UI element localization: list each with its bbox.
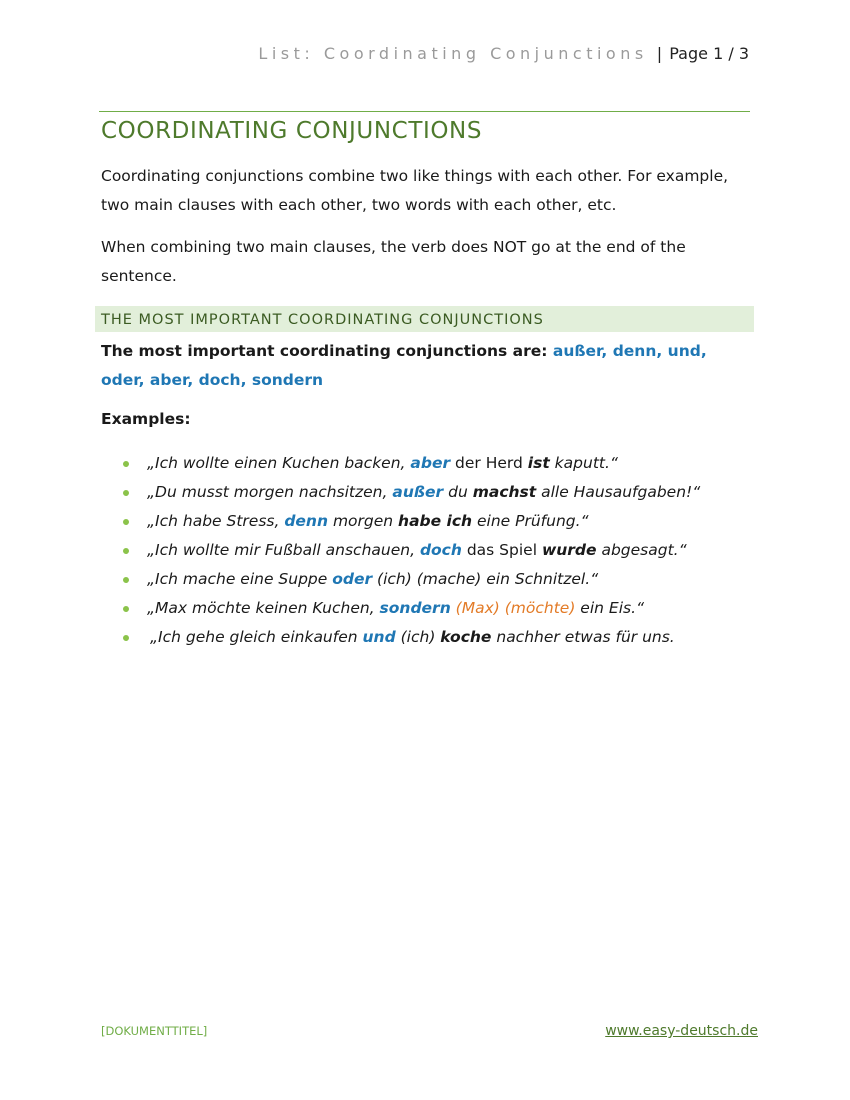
example-item — [101, 623, 741, 652]
example-item — [101, 507, 741, 536]
example-text: nachher etwas für uns. — [491, 628, 675, 646]
section-heading: THE MOST IMPORTANT COORDINATING CONJUNCTIONS — [101, 312, 544, 328]
examples-list — [101, 449, 741, 652]
paragraph-intro: Coordinating conjunctions combine two like things with each other. For example, two main clauses with each other, two words with each other, etc. — [101, 167, 729, 214]
example-text: ein Eis.“ — [575, 599, 645, 617]
example-text: eine Prüfung.“ — [472, 512, 589, 530]
verb-highlight: habe ich — [398, 512, 473, 530]
verb-highlight: koche — [440, 628, 492, 646]
footer-document-title: [DOKUMENTTITEL] — [101, 1024, 208, 1038]
example-text: der Herd — [450, 454, 528, 472]
example-text: das Spiel — [461, 541, 542, 559]
example-text: „Max möchte keinen Kuchen, — [147, 599, 380, 617]
conjunction-highlight: außer — [392, 483, 444, 501]
conjunction-list: außer, denn, und, oder, aber, doch, sondern — [101, 342, 707, 389]
page-title: COORDINATING CONJUNCTIONS — [101, 118, 483, 144]
conjunction-highlight: doch — [419, 541, 462, 559]
example-text: „Ich wollte mir Fußball anschauen, — [147, 541, 420, 559]
verb-highlight: machst — [472, 483, 537, 501]
bullet-icon — [123, 461, 129, 467]
bullet-icon — [123, 577, 129, 583]
page-header — [258, 44, 749, 63]
footer-website-link[interactable]: www.easy-deutsch.de — [605, 1023, 758, 1039]
bullet-icon — [123, 635, 129, 641]
verb-highlight: ist — [527, 454, 550, 472]
example-item — [101, 449, 741, 478]
example-text: „Du musst morgen nachsitzen, — [147, 483, 393, 501]
example-text: „Ich gehe gleich einkaufen — [150, 628, 363, 646]
example-text: kaputt.“ — [549, 454, 618, 472]
conjunction-highlight: sondern — [379, 599, 451, 617]
document-content — [101, 116, 741, 646]
header-title: List: Coordinating Conjunctions — [258, 44, 648, 63]
examples-label: Examples: — [101, 410, 191, 428]
header-separator: | — [656, 44, 663, 63]
example-item — [101, 536, 741, 565]
example-item — [101, 478, 741, 507]
example-text: (ich) — [395, 628, 441, 646]
bullet-icon — [123, 606, 129, 612]
example-text: „Ich habe Stress, — [147, 512, 285, 530]
example-text: abgesagt.“ — [596, 541, 687, 559]
page-number: Page 1 / 3 — [669, 44, 749, 63]
omitted-words: (Max) (möchte) — [455, 599, 576, 617]
example-text: morgen — [328, 512, 399, 530]
example-text: du — [443, 483, 473, 501]
verb-highlight: wurde — [541, 541, 597, 559]
paragraph-verb-position: When combining two main clauses, the verb does NOT go at the end of the sentence. — [101, 238, 686, 285]
conjunction-highlight: denn — [284, 512, 329, 530]
bullet-icon — [123, 490, 129, 496]
example-text: „Ich wollte einen Kuchen backen, — [147, 454, 411, 472]
example-text: (ich) (mache) ein Schnitzel.“ — [372, 570, 599, 588]
conjunction-highlight: und — [362, 628, 396, 646]
conjunction-list-label: The most important coordinating conjunctions are: — [101, 342, 548, 360]
bullet-icon — [123, 548, 129, 554]
bullet-icon — [123, 519, 129, 525]
conjunction-highlight: oder — [332, 570, 373, 588]
conjunction-list-intro — [101, 337, 741, 395]
example-text: alle Hausaufgaben!“ — [536, 483, 701, 501]
example-item — [101, 594, 741, 623]
example-item — [101, 565, 741, 594]
conjunction-highlight: aber — [410, 454, 451, 472]
header-rule — [99, 111, 750, 112]
example-text: „Ich mache eine Suppe — [147, 570, 333, 588]
